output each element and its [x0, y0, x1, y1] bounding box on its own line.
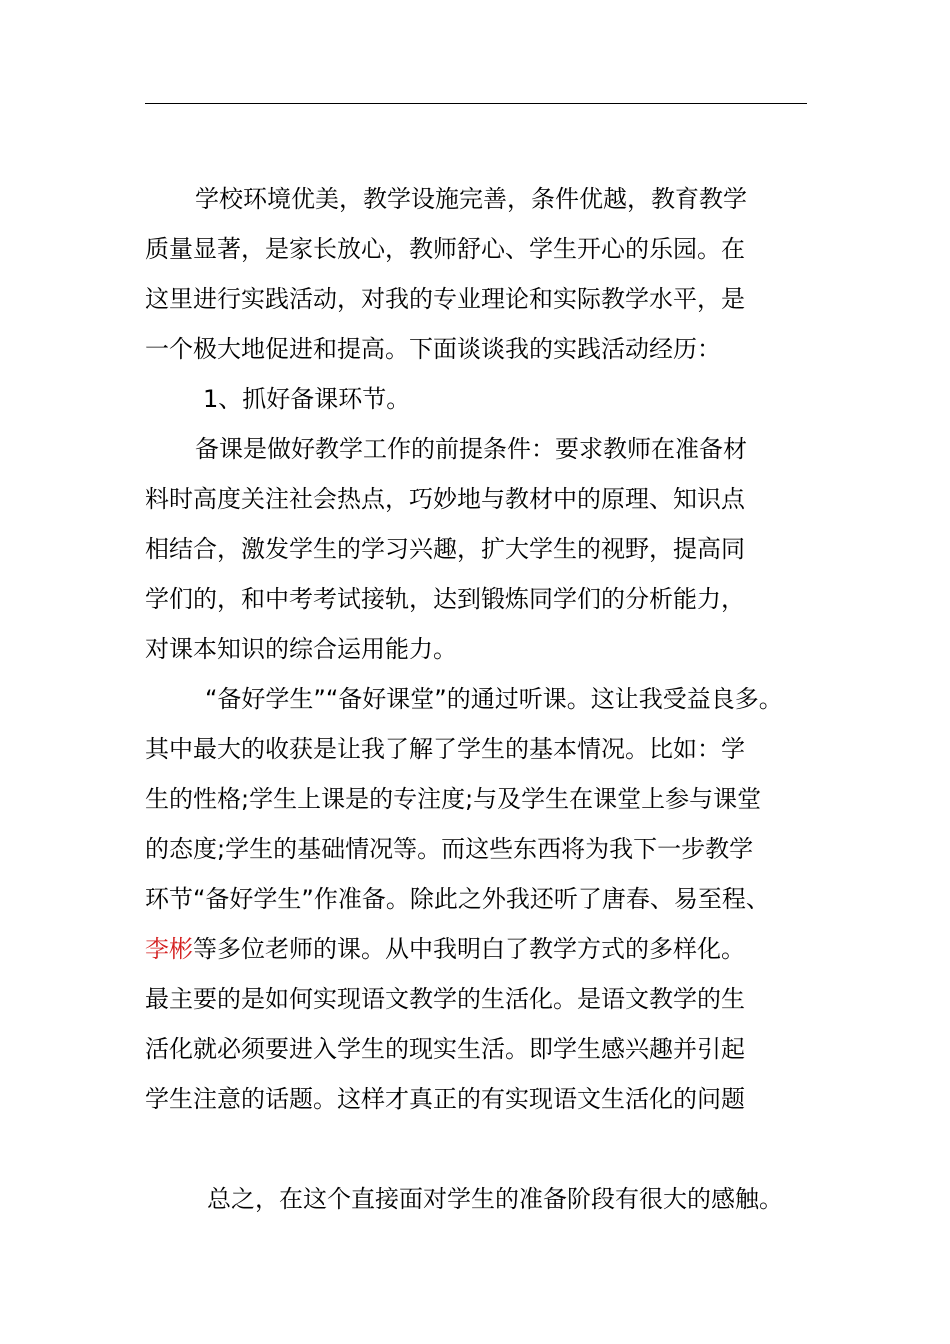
paragraph-3-line-8: 活化就必须要进入学生的现实生活。即学生感兴趣并引起 — [145, 1035, 745, 1063]
header-rule — [145, 103, 807, 104]
paragraph-1-line-2: 质量显著，是家长放心，教师舒心、学生开心的乐园。在 — [145, 235, 745, 263]
paragraph-3-line-2: 其中最大的收获是让我了解了学生的基本情况。比如：学 — [145, 735, 745, 763]
paragraph-3-line-5: 环节“备好学生”作准备。除此之外我还听了唐春、易至程、 — [145, 885, 770, 913]
paragraph-2-line-2: 料时高度关注社会热点，巧妙地与教材中的原理、知识点 — [145, 485, 745, 513]
paragraph-2-line-1: 备课是做好教学工作的前提条件：要求教师在准备材 — [195, 435, 747, 463]
paragraph-3-line-3: 生的性格;学生上课是的专注度;与及学生在课堂上参与课堂 — [145, 785, 762, 813]
paragraph-2-line-4: 学们的，和中考考试接轨，达到锻炼同学们的分析能力， — [145, 585, 745, 613]
paragraph-3-line-7: 最主要的是如何实现语文教学的生活化。是语文教学的生 — [145, 985, 745, 1013]
paragraph-1-line-3: 这里进行实践活动，对我的专业理论和实际教学水平，是 — [145, 285, 745, 313]
paragraph-4-line-1: 总之，在这个直接面对学生的准备阶段有很大的感触。 — [207, 1185, 783, 1213]
paragraph-3-line-1: “备好学生”“备好课堂”的通过听课。这让我受益良多。 — [205, 685, 783, 713]
section-heading: 1、抓好备课环节。 — [203, 385, 411, 413]
paragraph-2-line-3: 相结合，激发学生的学习兴趣，扩大学生的视野，提高同 — [145, 535, 745, 563]
paragraph-3-line-9: 学生注意的话题。这样才真正的有实现语文生活化的问题 — [145, 1085, 745, 1113]
paragraph-1-line-4: 一个极大地促进和提高。下面谈谈我的实践活动经历： — [145, 335, 721, 363]
paragraph-2-line-5: 对课本知识的综合运用能力。 — [145, 635, 457, 663]
paragraph-1-line-1: 学校环境优美，教学设施完善，条件优越，教育教学 — [195, 185, 747, 213]
highlighted-name: 李彬 — [145, 935, 193, 963]
paragraph-3-line-6-rest: 等多位老师的课。从中我明白了教学方式的多样化。 — [193, 935, 745, 963]
paragraph-3-line-6 — [145, 934, 745, 964]
paragraph-3-line-4: 的态度;学生的基础情况等。而这些东西将为我下一步教学 — [145, 835, 754, 863]
